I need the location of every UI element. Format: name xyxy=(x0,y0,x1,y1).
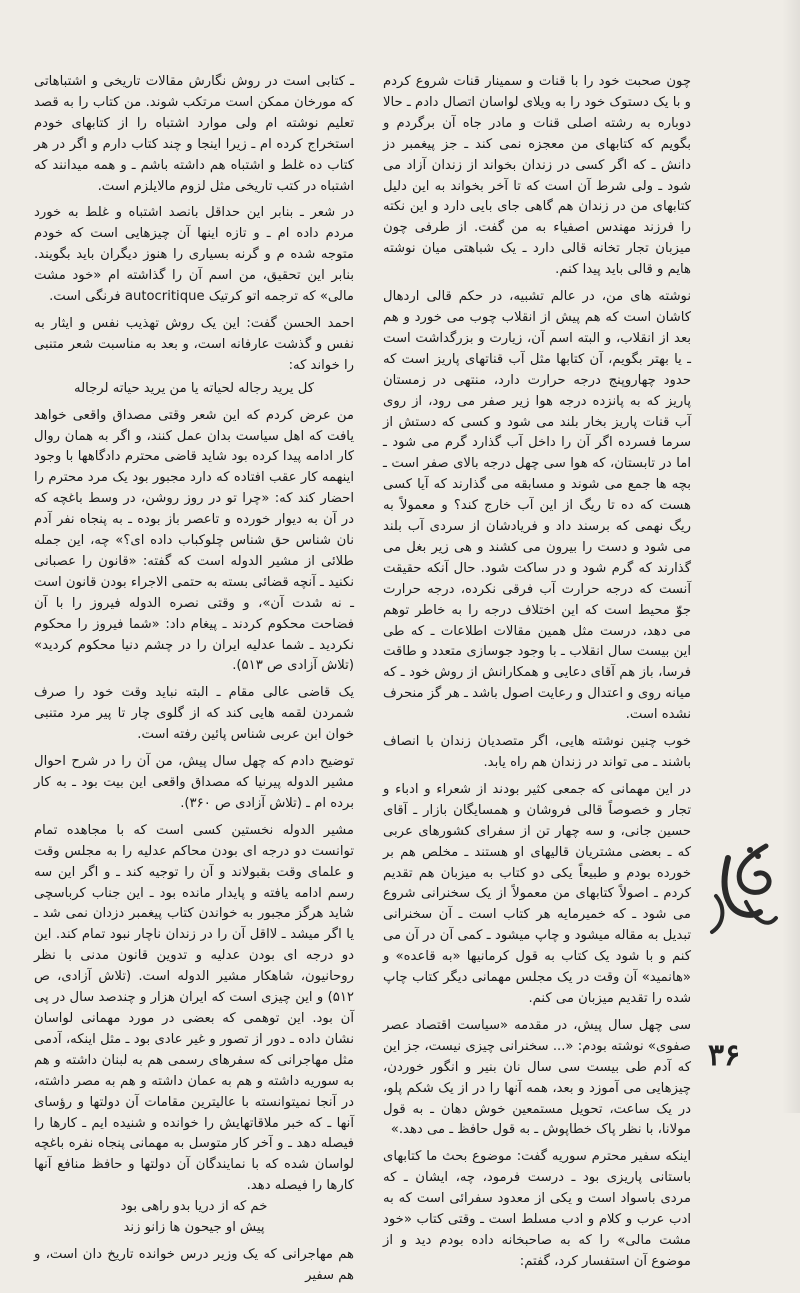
paragraph: هم مهاجرانی که یک وزیر درس خوانده تاریخ دان است، و هم سفیر xyxy=(34,1246,354,1283)
paragraph: سی چهل سال پیش، در مقدمه «سیاست اقتصاد عصر صفوی» نوشته بودم: «... سخنرانی چیزی نیست، جز این که آدم طی بیست سی سال نان بنیر و انگور خوردن، چیزهایی می آموزد و بعد، همه آنها را در از یک شکم پلو، در یک ساعت، تحویل مستمعین خوش دهان ـ به قول مولانا، با نظر پاک خطاپوش ـ به قول حافظ ـ می دهد.» xyxy=(383,1017,691,1138)
kerman-calligraphy-logo xyxy=(706,838,784,938)
paragraph: نوشته های من، در عالم تشبیه، در حکم قالی اردهال کاشان است که هم پیش از انقلاب چوب می خورد و هم بعد از انقلاب، و البته اسم آن، زیارت و بزرگداشت است ـ یا بهتر بگویم، آن کتابها مثل آب قناتهای پاریز است که حدود چهاروپنج درجه حرارت دارد، منتهی در زمستان پاریز که به پانزده درجه هوا زیر صفر می رود، از روی آب قنات پاریز بخار بلند می شود و کسی که دستش از سرما فسرده اگر آن را داخل آب گذارد گرم می شود ـ اما در تابستان، که هوا سی چهل درجه بالای صفر است ـ بچه ها جمع می شوند و مسابقه می گذارند که آیا کسی هست که ده تا ریگ از این آب خارج کند؟ و معمولاً به ریگ نهمی که برسند داد و فریادشان از سردی آب بلند می شود و دست را بیرون می کشند و هی زیر بغل می گذارند که گرم شود و در ساکت شود. حال آنکه حقیقت آنست که درجه حرارت آب فرقی نکرده، درجه حرارت جوّ محیط است که این اختلاف درجه را به خاطر توهم می دهد، درست مثل همین مقالات اطلاعات ـ که طی این بیست سال انقلاب ـ با وجود جوسازی متعدد و طاقت فرسا، باز هم آقای دعایی و همکارانش از روش خود ـ که میانه روی و اعتدال و رعایت اصول باشد ـ هر گز منحرف نشده است. xyxy=(383,289,691,723)
paragraph: اینکه سفیر محترم سوریه گفت: موضوع بحث ما کتابهای باستانی پاریزی بود ـ درست فرمود، چه، ایشان ـ که مردی باسواد است و یکی از معدود سفرائی است که به ادب عرب و کلام و ادب مسلط است ـ وقتی کتاب «خود مشت مالی» را که به صاحبخانه داده بودم دید و از موضوع آن استفسار کرد، گفتم: xyxy=(383,1149,691,1269)
paragraph: در این مهمانی که جمعی کثیر بودند از شعراء و ادباء و تجار و خصوصاً قالی فروشان و همسایگان بازار ـ آقای حسین جانی، و سه چهار تن از سفرای کشورهای عربی که ـ بعضی مشتریان قالیهای او هستند ـ مخلص هم بر خورده بودم و طبیعاً یکی دو کتاب به میزبان هم تقدیم کردم ـ اصولاً کتابهای من معمولاً از یک سخنرانی شروع می شود ـ که خمیرمایه هر کتاب است ـ آن سخنرانی تبدیل به مقاله میشود و چاپ میشود ـ کمی آن در آن می کنم و با شود یک کتاب به قول کرمانیها «به قاعده» و «هانمید» آن وقت در یک مجلس مهمانی دیگر کتاب چاپ شده را تقدیم میزبان می کنم. xyxy=(383,781,691,1006)
paragraph: در شعر ـ بنابر این حداقل بانصد اشتباه و غلط به خورد مردم داده ام ـ و تازه اینها آن چیزهایی است که خودم متوجه شده م و گرنه بسیاری را هنوز دیگران باید بگویند. بنابر این تحقیق، من اسم آن را گذاشته ام «خود مشت مالی» که ترجمه اتو کرتیک autocritique فرنگی است. xyxy=(34,205,354,305)
text-column-left xyxy=(34,72,354,1293)
paragraph: من عرض کردم که این شعر وقتی مصداق واقعی خواهد یافت که اهل سیاست بدان عمل کنند، و اگر به همان روال کار ادامه پیدا کرده بود شاید قاضی محترم دادگاهها با وجود اینهمه کار عقب افتاده که دارد مجبور بود یک مرد محترم را احضار کند که: «چرا تو در روز روشن، در وسط باغچه که در آن به دیوار خورده و تاعصر باز بوده ـ به پنجاه نفر آدم نان شناس حق شناس چلوکباب داده ای؟» چه، این جمله طلائی از مشیر الدوله است که گفته: «قانون را عصبانی نکنید ـ آنچه قضائی بسته به حتمی الاجراء بودن قانون است ـ نه شدت آن»، و وقتی نصره الدوله فیروز را با آن فضاحت محکوم کردند ـ پیغام داد: «شما فیروز را محکوم نکردید ـ شما عدلیه ایران را در چشم دنیا محکوم کردید» (تلاش آزادی ص ۵۱۳). xyxy=(34,407,354,674)
paragraph: ـ کتابی است در روش نگارش مقالات تاریخی و اشتباهاتی که مورخان ممکن است مرتکب شوند. من کتاب را به قصد تعلیم نوشته ام ولی موارد اشتباه را از کتابهای خودم استخراج کرده ام ـ زیرا اینجا و چند کتاب دارم و اگر در هر کتاب ده غلط و اشتباه هم داشته باشم ـ و همه میدانند که اشتباه در کتب تاریخی مثل لزوم مالایلزم است. xyxy=(34,74,354,194)
paragraph: مشیر الدوله نخستین کسی است که با مجاهده تمام توانست دو درجه ای بودن محاکم عدلیه را به مجلس وقت و علمای وقت بقبولاند و آن را توجیه کند ـ و اگر این سه رسم ادامه یافته و پایدار مانده بود ـ این جناب کرباسچی شاید هرگز مجبور به خواندن کتاب پیغمبر دزدان نمی شد ـ یا اگر میشد ـ لااقل آن را در زندان ناچار نبود تمام کند. این دو درجه ای بودن عدلیه و تدوین قانون مدنی با نظر روحانیون، شاهکار مشیر الدوله است. (تلاش آزادی، ص ۵۱۲) و این چیزی است که ایران هزار و چندصد سال در پی آن بود. این توهمی که بعضی در مورد مهمانی لواسان نشان داده ـ دور از تصور و غیر عادی بود ـ مثل اینکه، آدمی مثل مهاجرانی که سفرهای رسمی هم به لبنان داشته و هم به سوریه داشته و هم به عمان داشته و هم به مصر داشته، در آنجا نمیتوانسته با عالیترین مقامات آن دولتها و رؤسای آنها ـ که خبر ملاقاتهایش را خوانده و شنیده ایم ـ کارها را فیصله دهد ـ و آخر کار متوسل به مهمانی پنجاه نفره باغچه لواسان شده که با نمایندگان آن دولتها و حافظ منافع آنها کارها را فیصله دهد. xyxy=(34,822,354,1194)
verse-hemistich: یا من یرید حیاته لرجاله xyxy=(74,380,199,396)
paragraph: توضیح دادم که چهل سال پیش، من آن را در شرح احوال مشیر الدوله پیرنیا که مصداق واقعی این بیت بود ـ به کار برده ام ـ (تلاش آزادی ص ۳۶۰). xyxy=(34,754,354,811)
paragraph: چون صحبت خود را با قنات و سمینار قنات شروع کردم و با یک دستوک خود را به ویلای لواسان اتصال دادم ـ حالا دوباره به رشته اصلی قنات و مادر جاه آن برگردم و بگویم که کتابهای من معجزه نمی کند ـ جز پیغمبر دز دانش ـ که اگر کسی در زندان بخواند از زندان آزاد می شود ـ ولی شرط آن است که تا آخر بخواند به این دلیل کتابهای من در زندان هم گاهی جای بایی دارد و این نکته را فرزند مهندس اصفیاء به من گفت. از طرفی چون میزبان تجار تخانه قالی دارد ـ یک شباهتی میان نوشته هایم و قالی باید پیدا کنم. xyxy=(383,74,691,278)
poem-line: خم که از دریا بدو راهی بود xyxy=(120,1199,268,1215)
text-column-right xyxy=(383,72,691,1279)
paragraph: یک قاضی عالی مقام ـ البته نباید وقت خود را صرف شمردن لقمه هایی کند که از گلوی چار تا پیر مرد متنبی خوان ابن عربی شناس پائین رفته است. xyxy=(34,685,354,743)
page-number: ۳۶ xyxy=(708,1038,741,1073)
verse-hemistich: کل یرید رجاله لحیاته xyxy=(202,380,314,396)
poem-line: پیش او جیحون ها زانو زند xyxy=(123,1220,265,1236)
page-gutter-shadow xyxy=(782,0,800,1113)
paragraph: احمد الحسن گفت: این یک روش تهذیب نفس و ایثار به نفس و گذشت عارفانه است، و بعد به مناسبت شعر متنبی را خواند که: xyxy=(34,315,354,373)
paragraph: خوب چنین نوشته هایی، اگر متصدیان زندان با انصاف باشند ـ می تواند در زندان هم راه یابد. xyxy=(383,734,691,770)
poem-verse xyxy=(34,379,354,400)
